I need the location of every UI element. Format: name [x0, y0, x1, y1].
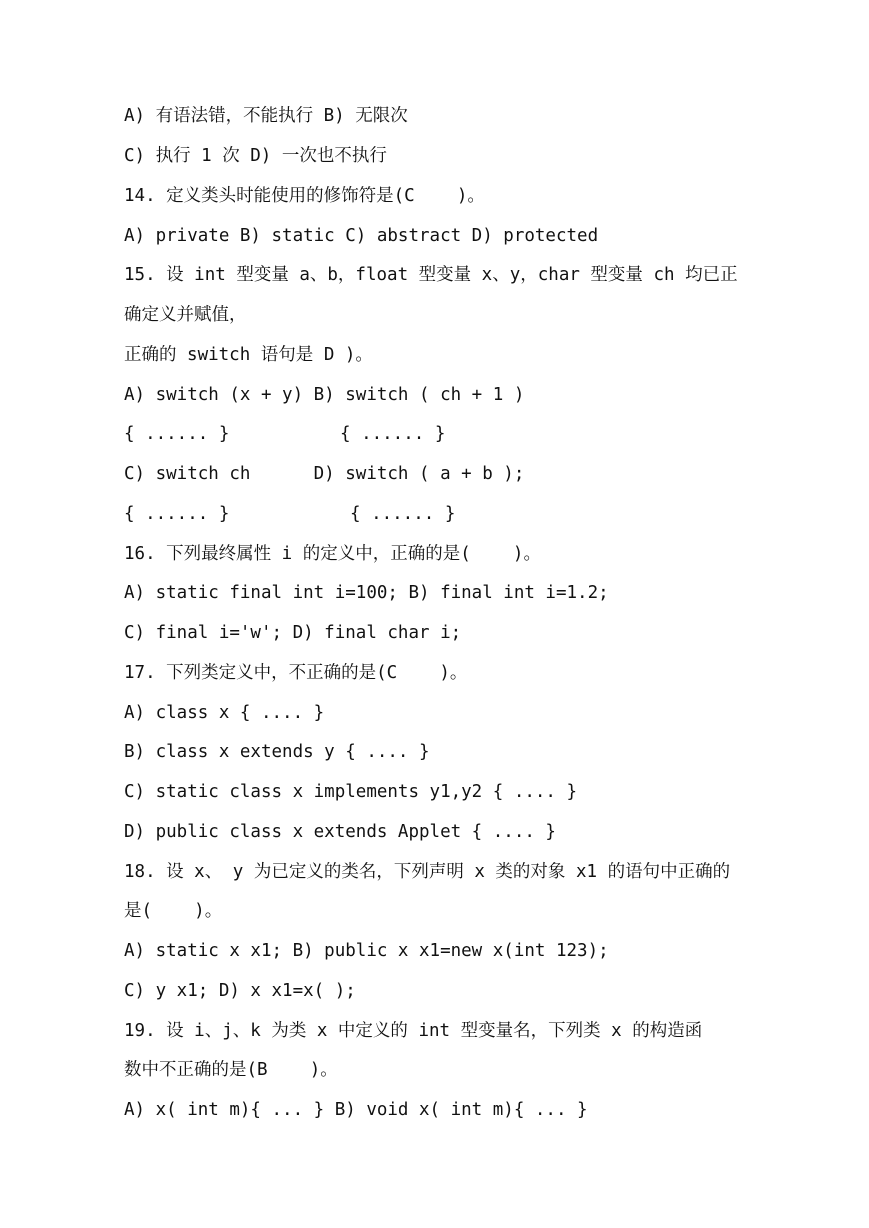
option-line: A) static final int i=100; B) final int i=1.2;: [124, 583, 609, 603]
option-line: A) x( int m){ ... } B) void x( int m){ ... }: [124, 1100, 588, 1120]
option-line: C) switch ch D) switch ( a + b );: [124, 464, 525, 484]
option-line: C) final i='w'; D) final char i;: [124, 623, 462, 643]
option-line: A) 有语法错，不能执行 B) 无限次: [124, 106, 408, 126]
question-15: 15. 设 int 型变量 a、b，float 型变量 x、y，char 型变量 ch 均已正: [124, 265, 738, 285]
option-line: B) class x extends y { .... }: [124, 742, 430, 762]
option-line: D) public class x extends Applet { .... }: [124, 822, 556, 842]
question-14: 14. 定义类头时能使用的修饰符是(C )。: [124, 186, 485, 206]
option-line: A) switch (x + y) B) switch ( ch + 1 ): [124, 385, 525, 405]
question-19-cont: 数中不正确的是(B )。: [124, 1060, 338, 1080]
code-block: { ...... }: [350, 504, 456, 524]
code-block: { ...... }: [124, 424, 230, 444]
question-18: 18. 设 x、 y 为已定义的类名，下列声明 x 类的对象 x1 的语句中正确的: [124, 862, 731, 882]
question-18-cont: 是( )。: [124, 901, 223, 921]
option-line: C) static class x implements y1,y2 { .... }: [124, 782, 578, 802]
question-19: 19. 设 i、j、k 为类 x 中定义的 int 型变量名，下列类 x 的构造函: [124, 1021, 703, 1041]
option-line: A) class x { .... }: [124, 703, 325, 723]
code-block: { ...... }: [124, 504, 230, 524]
option-line: A) static x x1; B) public x x1=new x(int 123);: [124, 941, 609, 961]
option-line: A) private B) static C) abstract D) protected: [124, 226, 599, 246]
option-line: C) y x1; D) x x1=x( );: [124, 981, 356, 1001]
code-block: { ...... }: [340, 424, 446, 444]
option-line: C) 执行 1 次 D) 一次也不执行: [124, 146, 387, 166]
question-17: 17. 下列类定义中，不正确的是(C )。: [124, 663, 468, 683]
question-16: 16. 下列最终属性 i 的定义中，正确的是( )。: [124, 544, 541, 564]
question-15-cont: 确定义并赋值，: [124, 305, 247, 325]
question-15-cont: 正确的 switch 语句是 D )。: [124, 345, 373, 365]
